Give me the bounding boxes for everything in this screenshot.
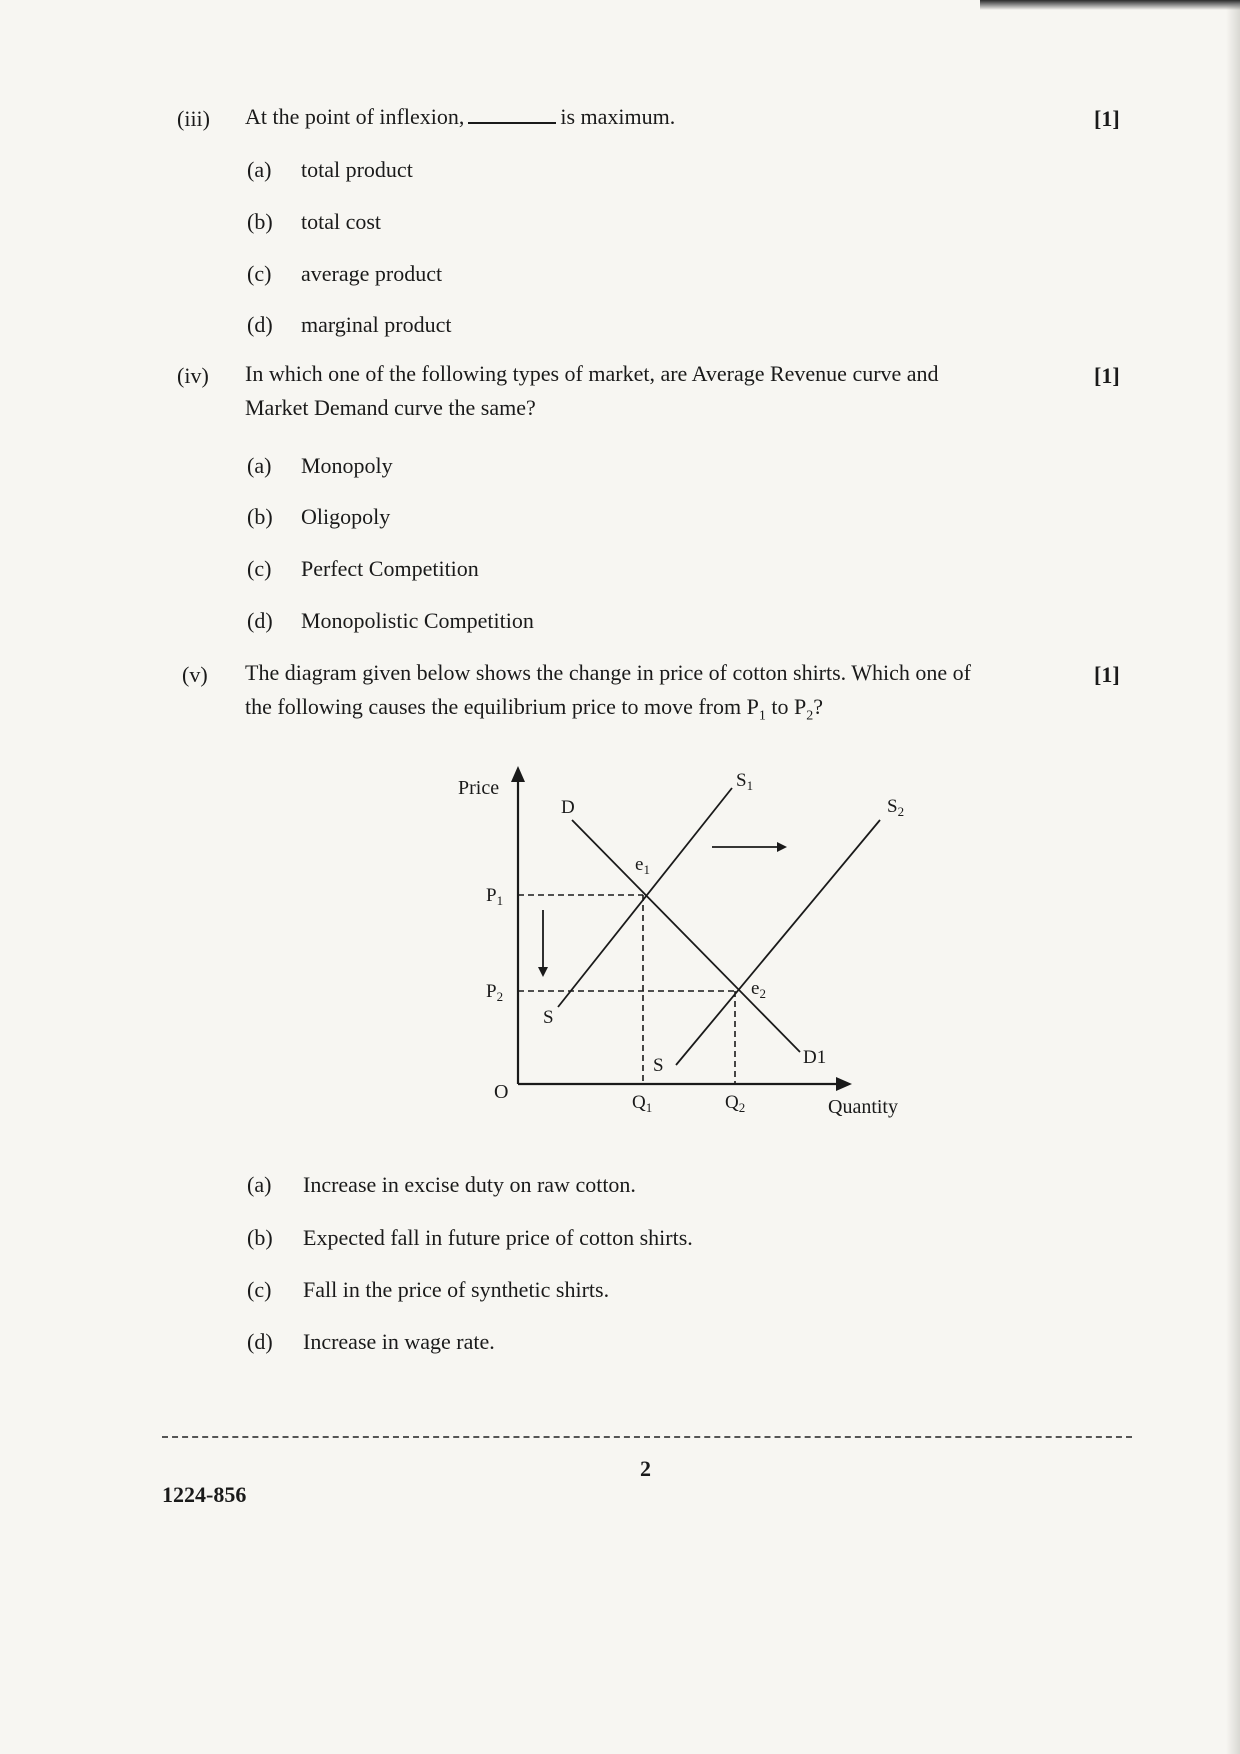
question-3-text-before: At the point of inflexion, (245, 104, 465, 129)
price-axis-label: Price (458, 777, 500, 799)
option-text: Increase in excise duty on raw cotton. (303, 1172, 636, 1197)
option-label: (c) (247, 556, 272, 581)
q2-subscript: 2 (738, 1100, 746, 1115)
question-3-number: (iii) (177, 106, 210, 131)
q1-letter: Q (632, 1092, 646, 1113)
s1-bottom-label: S (543, 1007, 554, 1028)
option-label: (a) (247, 1172, 272, 1197)
y-axis-arrow (511, 766, 525, 782)
s2-top-label (887, 796, 904, 819)
s2-subscript: 2 (897, 804, 905, 819)
page-number: 2 (640, 1456, 651, 1481)
option-text: marginal product (301, 312, 452, 337)
s1-subscript: 1 (746, 778, 754, 793)
p1-letter: P (486, 885, 497, 906)
demand-label: D (561, 797, 575, 818)
question-5-number: (v) (182, 662, 208, 687)
question-5-marks: [1] (1094, 662, 1120, 687)
e2-subscript: 2 (759, 986, 766, 1001)
option-text: Perfect Competition (301, 556, 479, 581)
supply-curve-s1 (558, 788, 732, 1007)
option-text: average product (301, 261, 443, 286)
option-label: (b) (247, 1225, 273, 1250)
option-text: Fall in the price of synthetic shirts. (303, 1277, 610, 1302)
question-4-number: (iv) (177, 363, 209, 388)
question-5-line-2-mid: to P (765, 694, 807, 719)
s1-top-label (736, 770, 753, 793)
question-5-line-2 (245, 690, 823, 733)
subscript: 2 (806, 708, 814, 724)
question-5-line-1: The diagram given below shows the change in price of cotton shirts. Which one of (245, 660, 972, 685)
p2-letter: P (486, 981, 497, 1002)
question-5-line-2-pre: the following causes the equilibrium price to move from P (245, 694, 759, 719)
q2-letter: Q (725, 1092, 739, 1113)
e2-letter: e (751, 978, 760, 999)
question-3-marks: [1] (1094, 106, 1120, 131)
e2-label (751, 978, 766, 1001)
option-text: Increase in wage rate. (303, 1329, 495, 1354)
option-label: (c) (247, 1277, 272, 1302)
e1-subscript: 1 (643, 862, 650, 877)
answer-blank (468, 104, 556, 124)
s2-letter: S (887, 796, 898, 817)
option-text: Expected fall in future price of cotton shirts. (303, 1225, 693, 1250)
option-label: (d) (247, 312, 273, 337)
e1-letter: e (635, 854, 644, 875)
option-label: (d) (247, 608, 273, 633)
option-label: (d) (247, 1329, 273, 1354)
p1-subscript: 1 (496, 893, 504, 908)
s1-letter: S (736, 770, 747, 791)
question-3-text-after: is maximum. (560, 104, 676, 129)
q2-label (725, 1092, 745, 1115)
question-5-line-2-post: ? (813, 694, 823, 719)
quantity-axis-label: Quantity (828, 1096, 898, 1118)
p1-label (486, 885, 503, 908)
supply-demand-diagram (440, 760, 920, 1120)
option-text: Monopolistic Competition (301, 608, 534, 633)
s2-bottom-label: S (653, 1055, 664, 1076)
p2-subscript: 2 (496, 989, 504, 1004)
subscript: 1 (758, 708, 766, 724)
scan-edge-shadow (1226, 0, 1240, 1754)
supply-curve-s2 (676, 820, 880, 1065)
option-label: (b) (247, 504, 273, 529)
option-text: Monopoly (301, 453, 393, 478)
p2-label (486, 981, 503, 1004)
option-text: total product (301, 157, 413, 182)
demand-end-label: D1 (803, 1047, 827, 1068)
e1-label (635, 854, 650, 877)
question-3-text (245, 100, 675, 134)
option-label: (a) (247, 157, 272, 182)
paper-code: 1224-856 (162, 1482, 247, 1507)
option-text: total cost (301, 209, 382, 234)
q1-label (632, 1092, 652, 1115)
origin-label: O (494, 1081, 509, 1103)
footer-divider (162, 1436, 1132, 1438)
option-label: (a) (247, 453, 272, 478)
question-4-line-2: Market Demand curve the same? (245, 395, 536, 420)
q1-subscript: 1 (645, 1100, 653, 1115)
question-4-marks: [1] (1094, 363, 1120, 388)
x-axis-arrow (836, 1077, 852, 1091)
scan-top-shadow (980, 0, 1240, 10)
question-4-line-1: In which one of the following types of market, are Average Revenue curve and (245, 361, 939, 386)
option-label: (b) (247, 209, 273, 234)
demand-curve (572, 820, 800, 1052)
option-text: Oligopoly (301, 504, 391, 529)
option-label: (c) (247, 261, 272, 286)
